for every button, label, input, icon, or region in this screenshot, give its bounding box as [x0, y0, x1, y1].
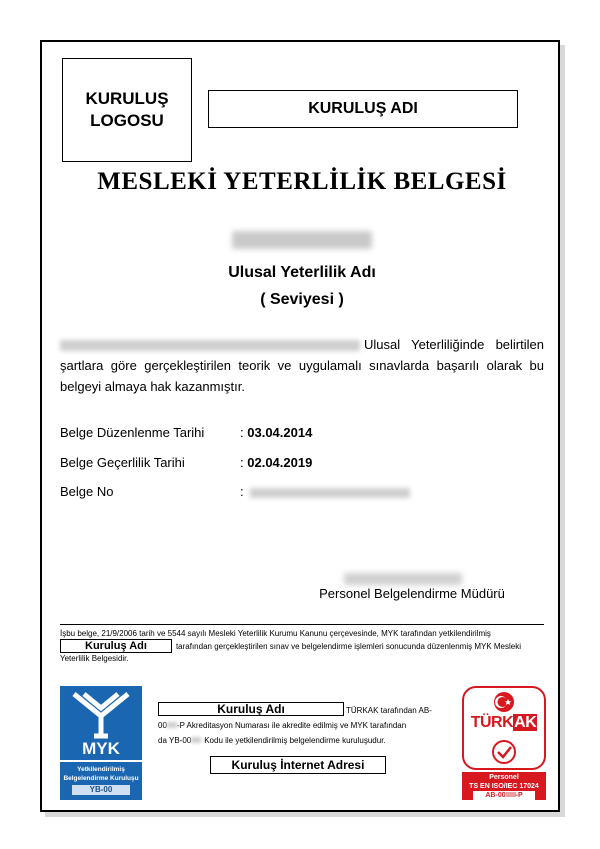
checkmark-icon	[464, 738, 544, 768]
qualification-name: Ulusal Yeterlilik Adı	[228, 264, 376, 281]
accred-number-redacted	[167, 722, 177, 728]
crescent-star-icon	[464, 690, 544, 716]
issue-date-value-wrap	[240, 425, 312, 440]
accred-text-5: Kodu ile yetkilendirilmiş belgelendirme kuruluşudur.	[204, 736, 386, 745]
qualification-level: ( Seviyesi )	[260, 291, 344, 308]
accred-text-4: da YB-00	[158, 736, 192, 745]
issue-date-row	[60, 425, 540, 445]
certificate-number-row	[60, 484, 540, 504]
accred-text-1: TÜRKAK tarafından AB-	[346, 706, 432, 715]
turkak-word-ak: AK	[514, 714, 537, 731]
logo-line-1: KURULUŞ	[85, 89, 169, 108]
website-box: Kuruluş İnternet Adresi	[210, 756, 386, 774]
achievement-statement	[60, 334, 544, 397]
legal-text-1: İşbu belge, 21/9/2006 tarih ve 5544 sayılı Mesleki Yeterlilik Kurumu Kanunu çerçevesinde, MYK tarafından yetkilendirilmiş	[60, 629, 491, 638]
myk-emblem-icon	[60, 686, 142, 760]
expiry-date-value-wrap	[240, 455, 312, 470]
colon: :	[240, 455, 244, 470]
expiry-date-value: 02.04.2019	[247, 455, 313, 470]
legal-notice	[60, 628, 546, 664]
myk-badge	[60, 686, 142, 800]
turkak-wordmark	[464, 714, 544, 732]
certificate-number-redacted	[250, 488, 410, 498]
certificate-title: MESLEKİ YETERLİLİK BELGESİ	[97, 168, 507, 195]
holder-name-redacted	[232, 231, 372, 249]
logo-line-2: LOGOSU	[90, 111, 164, 130]
turkak-word-main: TÜRK	[470, 714, 514, 731]
colon: :	[240, 484, 244, 499]
turkak-code-suffix: -P	[515, 792, 523, 799]
expiry-date-row	[60, 455, 540, 475]
institution-logo-placeholder	[62, 58, 192, 162]
accred-code-redacted	[191, 737, 201, 743]
footer-divider	[60, 624, 544, 625]
signatory-title: Personel Belgelendirme Müdürü	[319, 586, 505, 601]
certificate-number-value	[240, 484, 410, 499]
legal-institution-box: Kuruluş Adı	[60, 639, 172, 653]
myk-code: YB-00	[72, 785, 130, 795]
myk-line-2: Belgelendirme Kuruluşu	[63, 775, 139, 782]
turkak-line-2: TS EN ISO/IEC 17024	[469, 783, 539, 790]
accred-text-3: -P Akreditasyon Numarası ile akredite edilmiş ve MYK tarafından	[176, 721, 407, 730]
turkak-badge	[462, 686, 546, 800]
turkak-caption	[462, 772, 546, 800]
institution-name-box: KURULUŞ ADI	[208, 90, 518, 128]
turkak-code-redacted	[506, 792, 516, 797]
turkak-code-prefix: AB-00	[485, 792, 506, 799]
issue-date-label: Belge Düzenlenme Tarihi	[60, 425, 205, 440]
statement-text: Ulusal Yeterliliğinde belirtilen şartlara göre gerçekleştirilen teorik ve uygulamalı sınavlarda başarılı olarak bu belgeyi almaya hak kazanmıştır.	[60, 337, 544, 394]
myk-caption	[60, 762, 142, 800]
certificate-page	[40, 40, 560, 812]
accreditation-institution-box: Kuruluş Adı	[158, 702, 344, 716]
myk-logo	[60, 686, 142, 760]
turkak-line-1: Personel	[489, 774, 519, 781]
expiry-date-label: Belge Geçerlilik Tarihi	[60, 455, 185, 470]
legal-text-2: tarafından gerçekleştirilen sınav ve belgelendirme işlemleri sonucunda düzenlenmiş MYK Mesleki Yeterlilik Belgesidir.	[60, 642, 521, 663]
turkak-logo	[462, 686, 546, 770]
accreditation-statement	[158, 702, 448, 748]
qualification-code-redacted	[60, 340, 360, 351]
myk-wordmark: MYK	[82, 739, 120, 758]
accred-text-2: 00	[158, 721, 167, 730]
certificate-number-label: Belge No	[60, 484, 114, 499]
myk-line-1: Yetkilendirilmiş	[77, 766, 125, 773]
signatory-name-redacted	[344, 573, 462, 585]
issue-date-value: 03.04.2014	[247, 425, 313, 440]
colon: :	[240, 425, 244, 440]
turkak-code	[473, 791, 535, 800]
